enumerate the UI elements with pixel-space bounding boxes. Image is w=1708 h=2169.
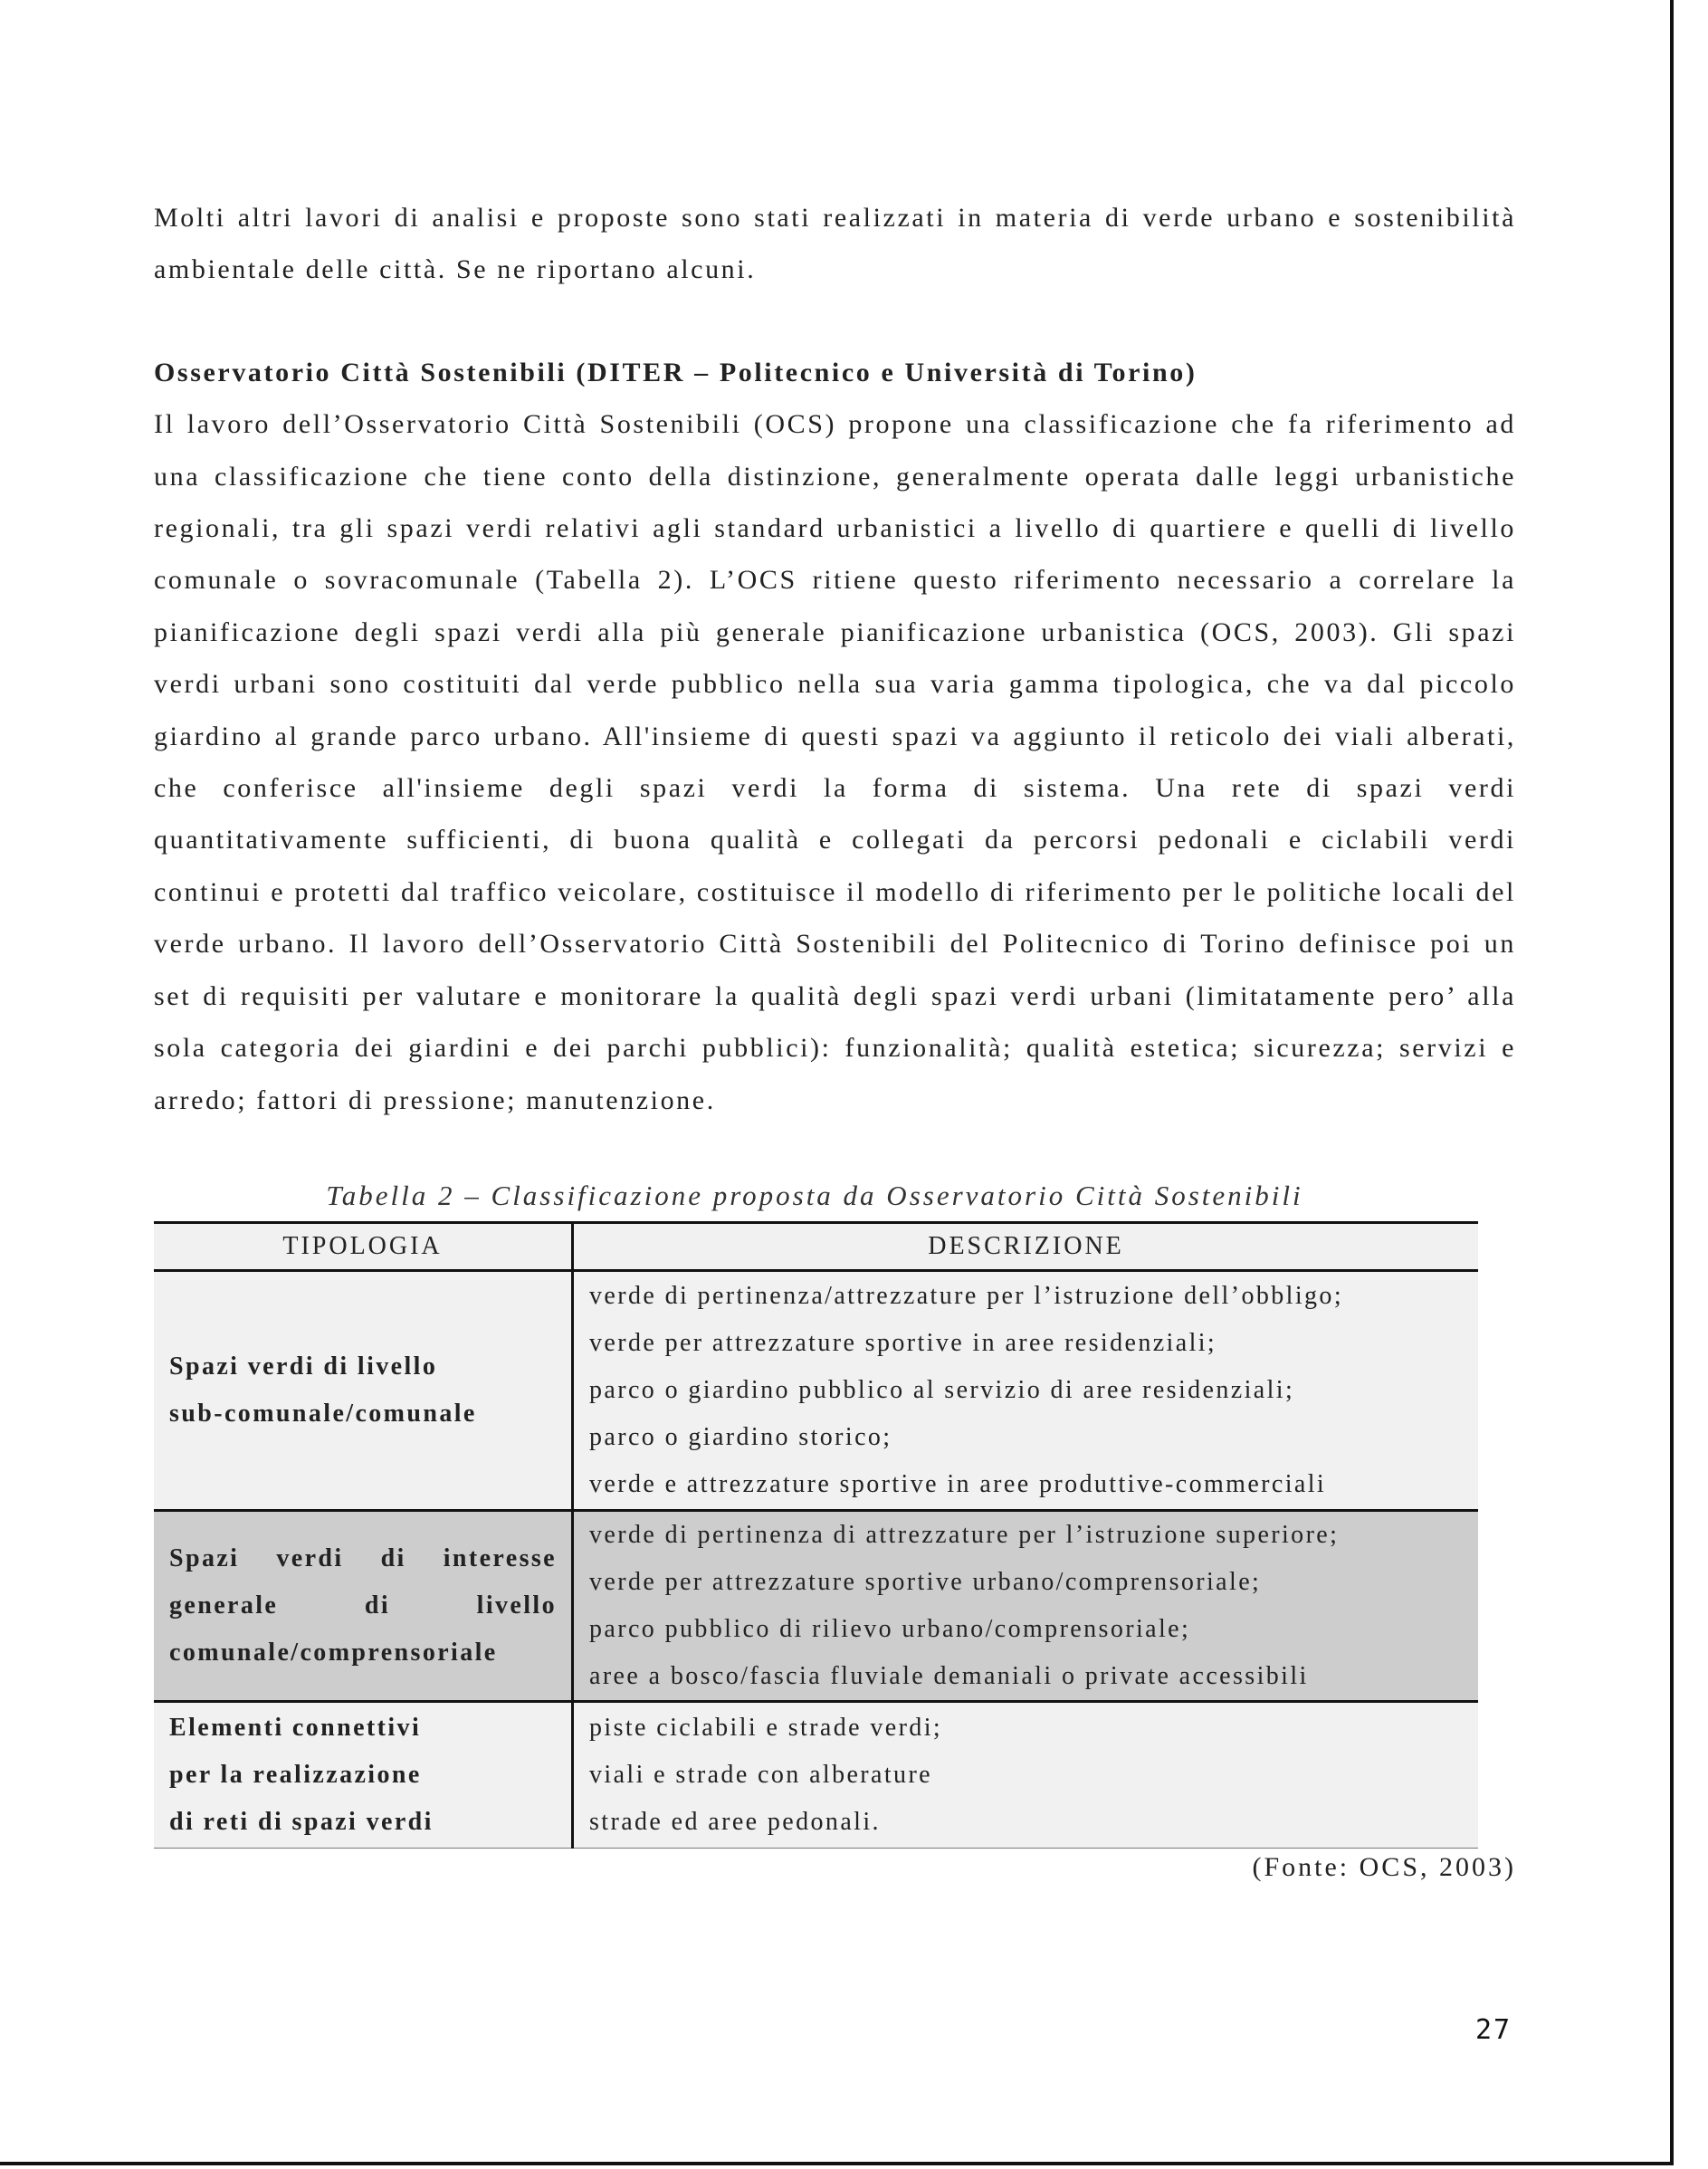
classification-table	[154, 1221, 1478, 1849]
section-body-paragraph: Il lavoro dell’Osservatorio Città Sostenibili (OCS) propone una classificazione che fa riferimento ad una classificazione che tiene conto della distinzione, generalmente operata dalle leggi urbanistiche regionali, tra gli spazi verdi relativi agli standard urbanistici a livello di quartiere e quelli di livello comunale o sovracomunale (Tabella 2). L’OCS ritiene questo riferimento necessario a correlare la pianificazione degli spazi verdi alla più generale pianificazione urbanistica (OCS, 2003). Gli spazi verdi urbani sono costituiti dal verde pubblico nella sua varia gamma tipologica, che va dal piccolo giardino al grande parco urbano. All'insieme di questi spazi va aggiunto il reticolo dei viali alberati, che conferisce all'insieme degli spazi verdi la forma di sistema. Una rete di spazi verdi quantitativamente sufficienti, di buona qualità e collegati da percorsi pedonali e ciclabili verdi continui e protetti dal traffico veicolare, costituisce il modello di riferimento per le politiche locali del verde urbano. Il lavoro dell’Osservatorio Città Sostenibili del Politecnico di Torino definisce poi un set di requisiti per valutare e monitorare la qualità degli spazi verdi urbani (limitatamente pero’ alla sola categoria dei giardini e dei parchi pubblici): funzionalità; qualità estetica; sicurezza; servizi e arredo; fattori di pressione; manutenzione.	[154, 409, 1516, 1115]
descrizione-cell	[573, 1510, 1479, 1701]
table-source-container	[154, 1852, 1516, 1897]
tipologia-line: generale di livello	[169, 1591, 557, 1620]
table-source: (Fonte: OCS, 2003)	[1252, 1851, 1516, 1882]
table-row	[154, 1510, 1478, 1701]
table-caption: Tabella 2 – Classificazione proposta da Osservatorio Città Sostenibili	[326, 1179, 1303, 1211]
tipologia-line: Elementi connettivi	[169, 1713, 422, 1742]
table-header-row	[154, 1222, 1478, 1270]
section-heading: Osservatorio Città Sostenibili (DITER – Politecnico e Università di Torino)	[154, 357, 1198, 387]
tipologia-cell	[154, 1270, 573, 1510]
descrizione-line: verde per attrezzature sportive in aree residenziali;	[589, 1328, 1217, 1357]
tipologia-line: sub-comunale/comunale	[169, 1399, 477, 1428]
descrizione-line: parco o giardino storico;	[589, 1422, 892, 1451]
descrizione-cell	[573, 1701, 1479, 1848]
tipologia-cell	[154, 1701, 573, 1848]
descrizione-line: strade ed aree pedonali.	[589, 1807, 881, 1836]
descrizione-line: verde per attrezzature sportive urbano/comprensoriale;	[589, 1567, 1262, 1596]
descrizione-line: viali e strade con alberature	[589, 1760, 932, 1789]
tipologia-line: di reti di spazi verdi	[169, 1807, 434, 1836]
page-frame-right-border	[1670, 0, 1674, 2165]
tipologia-line: Spazi verdi di livello	[169, 1352, 438, 1381]
descrizione-cell	[573, 1270, 1479, 1510]
descrizione-line: parco pubblico di rilievo urbano/comprensoriale;	[589, 1614, 1191, 1643]
header-descrizione: DESCRIZIONE	[573, 1222, 1479, 1270]
page-frame-bottom-border	[0, 2162, 1674, 2165]
descrizione-line: verde di pertinenza di attrezzature per l’istruzione superiore;	[589, 1520, 1340, 1549]
tipologia-line: Spazi verdi di interesse	[169, 1543, 557, 1572]
tipologia-line: per la realizzazione	[169, 1760, 422, 1789]
descrizione-line: piste ciclabili e strade verdi;	[589, 1713, 943, 1742]
descrizione-line: aree a bosco/fascia fluviale demaniali o private accessibili	[589, 1661, 1309, 1690]
table-row	[154, 1270, 1478, 1510]
descrizione-line: verde di pertinenza/attrezzature per l’istruzione dell’obbligo;	[589, 1281, 1344, 1310]
tipologia-line: comunale/comprensoriale	[169, 1638, 498, 1667]
page-number: 27	[1475, 2014, 1512, 2046]
intro-paragraph: Molti altri lavori di analisi e proposte sono stati realizzati in materia di verde urbano e sostenibilità ambientale delle città. Se ne riportano alcuni.	[154, 203, 1516, 285]
tipologia-cell	[154, 1510, 573, 1701]
table-row	[154, 1701, 1478, 1848]
descrizione-line: parco o giardino pubblico al servizio di aree residenziali;	[589, 1375, 1295, 1404]
header-tipologia: TIPOLOGIA	[154, 1222, 573, 1270]
page-content	[154, 192, 1516, 1897]
descrizione-line: verde e attrezzature sportive in aree produttive-commerciali	[589, 1469, 1327, 1498]
